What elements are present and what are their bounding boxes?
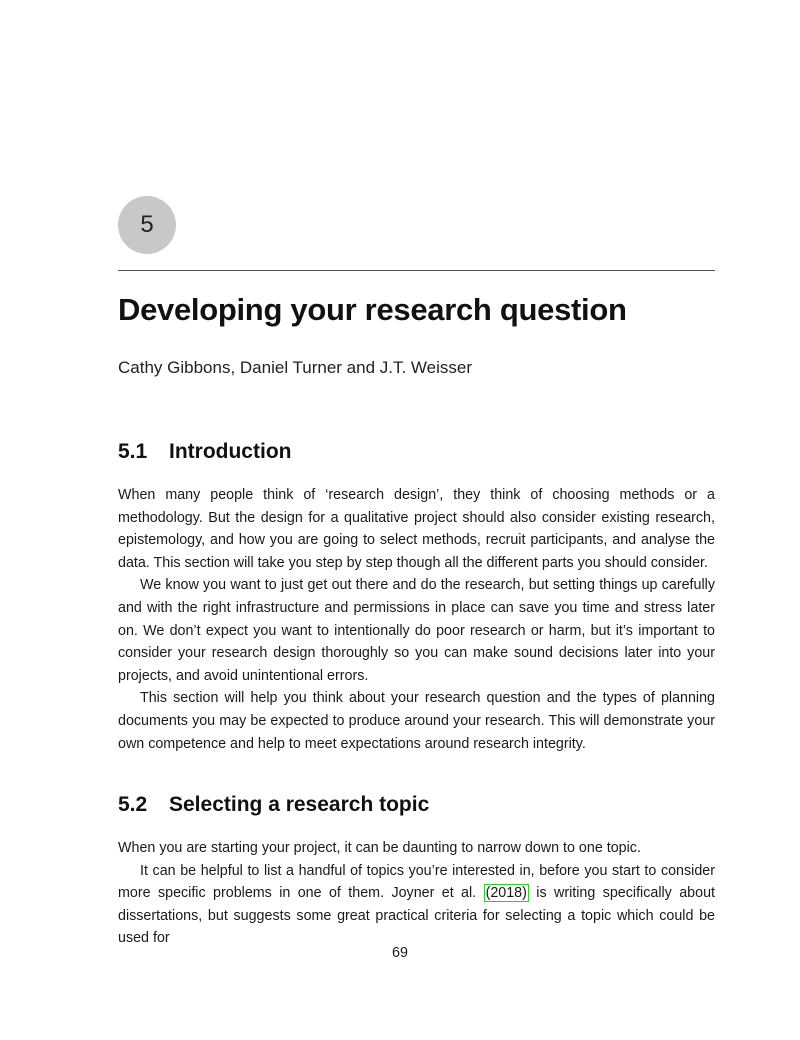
page-number: 69 [392, 945, 408, 961]
paragraph-with-citation [118, 860, 715, 950]
section-heading-selecting-topic [118, 791, 718, 819]
section-number: 5.1 [118, 440, 148, 463]
chapter-authors: Cathy Gibbons, Daniel Turner and J.T. Weisser [118, 358, 473, 377]
paragraph: When you are starting your project, it can be daunting to narrow down to one topic. [118, 840, 641, 856]
chapter-divider [118, 270, 715, 271]
citation-link[interactable]: (2018) [485, 885, 527, 902]
chapter-number: 5 [140, 211, 154, 238]
introduction-body [118, 484, 715, 755]
section-number: 5.2 [118, 793, 148, 816]
paragraph: We know you want to just get out there and do the research, but setting things up carefully and with the right infrastructure and permissions in place can save you time and stress later on. We don’t expect you want to intentionally do poor research or harm, but it’s important to consider your research design thoroughly so you can make sound decisions later into your projects, and avoid unintentional errors. [118, 577, 715, 684]
chapter-title: Developing your research question [118, 292, 627, 327]
section-title: Introduction [169, 440, 292, 463]
section-title: Selecting a research topic [169, 793, 430, 816]
selecting-topic-body [118, 837, 715, 950]
paragraph-text: It can be helpful to list a handful of topics you’re interested in, before you start to consider more specific problems in one of them. Joyner et al. [118, 862, 715, 902]
paragraph: When many people think of ‘research design’, they think of choosing methods or a methodology. But the design for a qualitative project should also consider existing research, epistemology, and how you are going to select methods, recruit participants, and analyse the data. This section will take you step by step though all the different parts you should consider. [118, 487, 715, 571]
chapter-number-badge [118, 196, 176, 254]
section-heading-introduction [118, 438, 718, 466]
paragraph: This section will help you think about your research question and the types of planning documents you may be expected to produce around your research. This will demonstrate your own competence and help to meet expectations around research integrity. [118, 690, 715, 752]
paragraph-text: is writing specifically about dissertations, but suggests some great practical criteria for selecting a topic which could be used for [118, 885, 715, 947]
